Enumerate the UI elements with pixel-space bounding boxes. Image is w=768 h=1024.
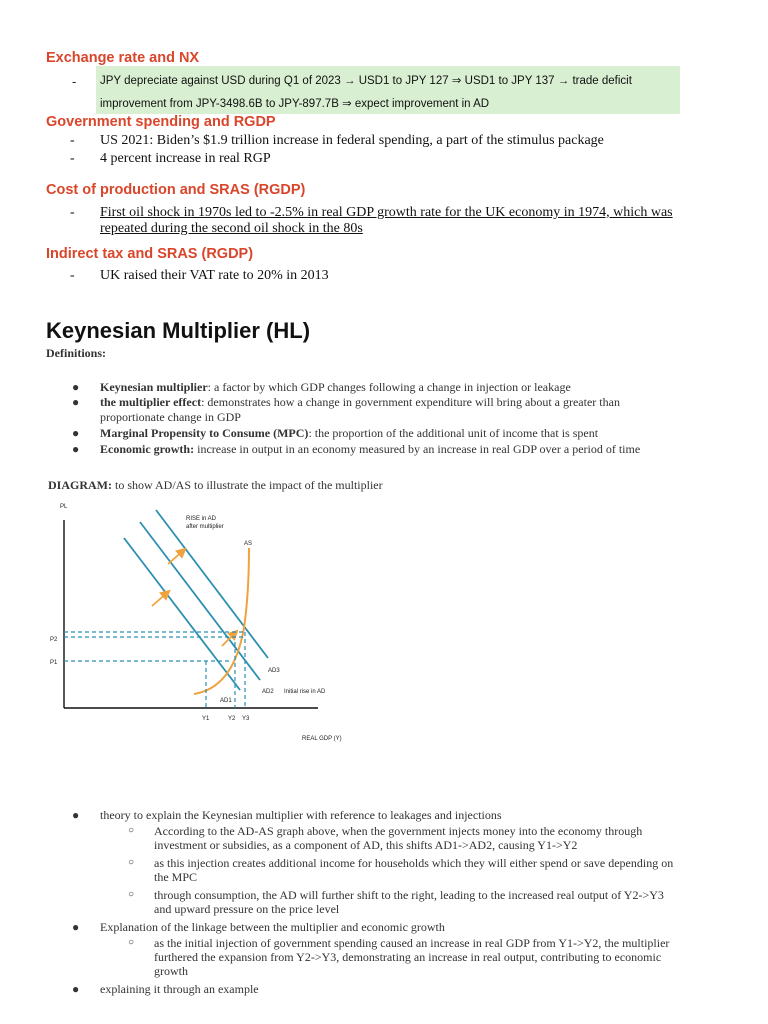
circle-bullet-icon: ○ [128, 889, 135, 900]
dash-marker: - [70, 133, 75, 148]
nx-line-2: improvement from JPY-3498.6B to JPY-897.7B ⇒ expect improvement in AD [100, 98, 490, 110]
bullet-icon: ● [72, 982, 80, 996]
adas-diagram [48, 500, 348, 762]
bullet-icon: ● [72, 442, 80, 456]
ad3-label: AD3 [268, 668, 280, 674]
cost-line-1: First oil shock in 1970s led to -2.5% in real GDP growth rate for the UK economy in 1974, which was [100, 205, 673, 220]
circle-bullet-icon: ○ [128, 857, 135, 868]
definition-term: Keynesian multiplier [100, 380, 208, 394]
y1-label: Y1 [202, 716, 210, 722]
sub-text: the MPC [154, 870, 198, 884]
rise-label: RISE in AD [186, 516, 217, 522]
heading-indirect-tax: Indirect tax and SRAS (RGDP) [46, 246, 254, 262]
ad1-label: AD1 [220, 698, 232, 704]
circle-bullet-icon: ○ [128, 937, 135, 948]
bullet-icon: ● [72, 920, 80, 934]
as-label: AS [244, 541, 253, 547]
tax-item-1: UK raised their VAT rate to 20% in 2013 [100, 268, 329, 283]
diagram-caption-bold: DIAGRAM: [48, 478, 112, 492]
definition-text: : demonstrates how a change in government expenditure will bring about a greater than [201, 395, 620, 409]
definition-term: the multiplier effect [100, 395, 202, 409]
p2-label: P2 [50, 637, 58, 643]
definition-text: : the proportion of the additional unit of income that is spent [308, 426, 599, 440]
definition-text: : a factor by which GDP changes following a change in injection or leakage [207, 380, 571, 394]
dash-marker: - [72, 74, 77, 89]
gov-item-2: 4 percent increase in real RGP [100, 151, 271, 166]
sub-text: investment or subsidies, as a component of AD, this shifts AD1->AD2, causing Y1->Y2 [154, 838, 578, 852]
y3-label: Y3 [242, 716, 250, 722]
initial-rise-label: Initial rise in AD [284, 689, 326, 695]
definition-term: Economic growth: [100, 442, 195, 456]
y2-label: Y2 [228, 716, 236, 722]
heading-exchange-rate: Exchange rate and NX [46, 50, 200, 66]
p1-label: P1 [50, 660, 58, 666]
heading-cost-of-production: Cost of production and SRAS (RGDP) [46, 182, 306, 198]
sub-text: through consumption, the AD will further shift to the right, leading to the increased real output of Y2->Y3 [154, 888, 664, 902]
shift-arrow [168, 550, 184, 564]
page-title: Keynesian Multiplier (HL) [46, 318, 311, 343]
rise-label: after multiplier [186, 524, 224, 530]
cost-line-2: repeated during the second oil shock in the 80s [100, 221, 363, 236]
sub-text: as the initial injection of government spending caused an increase in real GDP from Y1->Y2, the multiplier [154, 936, 670, 950]
bullet-icon: ● [72, 808, 80, 822]
ad1-curve [124, 538, 240, 690]
sub-text: and upward pressure on the price level [154, 902, 340, 916]
ad2-label: AD2 [262, 689, 274, 695]
explanation-text: explaining it through an example [100, 982, 259, 996]
ad3-curve [156, 510, 268, 658]
bullet-icon: ● [72, 395, 80, 409]
dash-marker: - [70, 205, 75, 220]
bullet-icon: ● [72, 380, 80, 394]
diagram-caption-text: to show AD/AS to illustrate the impact of the multiplier [112, 478, 383, 492]
circle-bullet-icon: ○ [128, 825, 135, 836]
gov-item-1: US 2021: Biden’s $1.9 trillion increase in federal spending, a part of the stimulus package [100, 133, 604, 148]
bullet-icon: ● [72, 426, 80, 440]
y-axis-label: PL [60, 504, 68, 510]
dash-marker: - [70, 151, 75, 166]
sub-text: growth [154, 964, 188, 978]
sub-text: furthered the expansion from Y2->Y3, demonstrating an increase in real output, contributing to economic [154, 950, 662, 964]
shift-arrow [152, 592, 168, 606]
dash-marker: - [70, 268, 75, 283]
definition-text: increase in output in an economy measured by an increase in real GDP over a period of time [194, 442, 641, 456]
x-axis-label: REAL GDP (Y) [302, 736, 342, 742]
explanation-text: Explanation of the linkage between the multiplier and economic growth [100, 920, 445, 934]
definitions-label: Definitions: [46, 346, 106, 360]
definition-text: proportionate change in GDP [100, 410, 241, 424]
explanation-text: theory to explain the Keynesian multiplier with reference to leakages and injections [100, 808, 502, 822]
sub-text: as this injection creates additional income for households which they will either spend or save depending on [154, 856, 674, 870]
heading-government-spending: Government spending and RGDP [46, 114, 276, 130]
sub-text: According to the AD-AS graph above, when the government injects money into the economy through [154, 824, 643, 838]
diagram-caption [48, 478, 383, 493]
nx-line-1: JPY depreciate against USD during Q1 of 2023 → USD1 to JPY 127 ⇒ USD1 to JPY 137 → trade deficit [100, 75, 632, 87]
definition-term: Marginal Propensity to Consume (MPC) [100, 426, 309, 440]
